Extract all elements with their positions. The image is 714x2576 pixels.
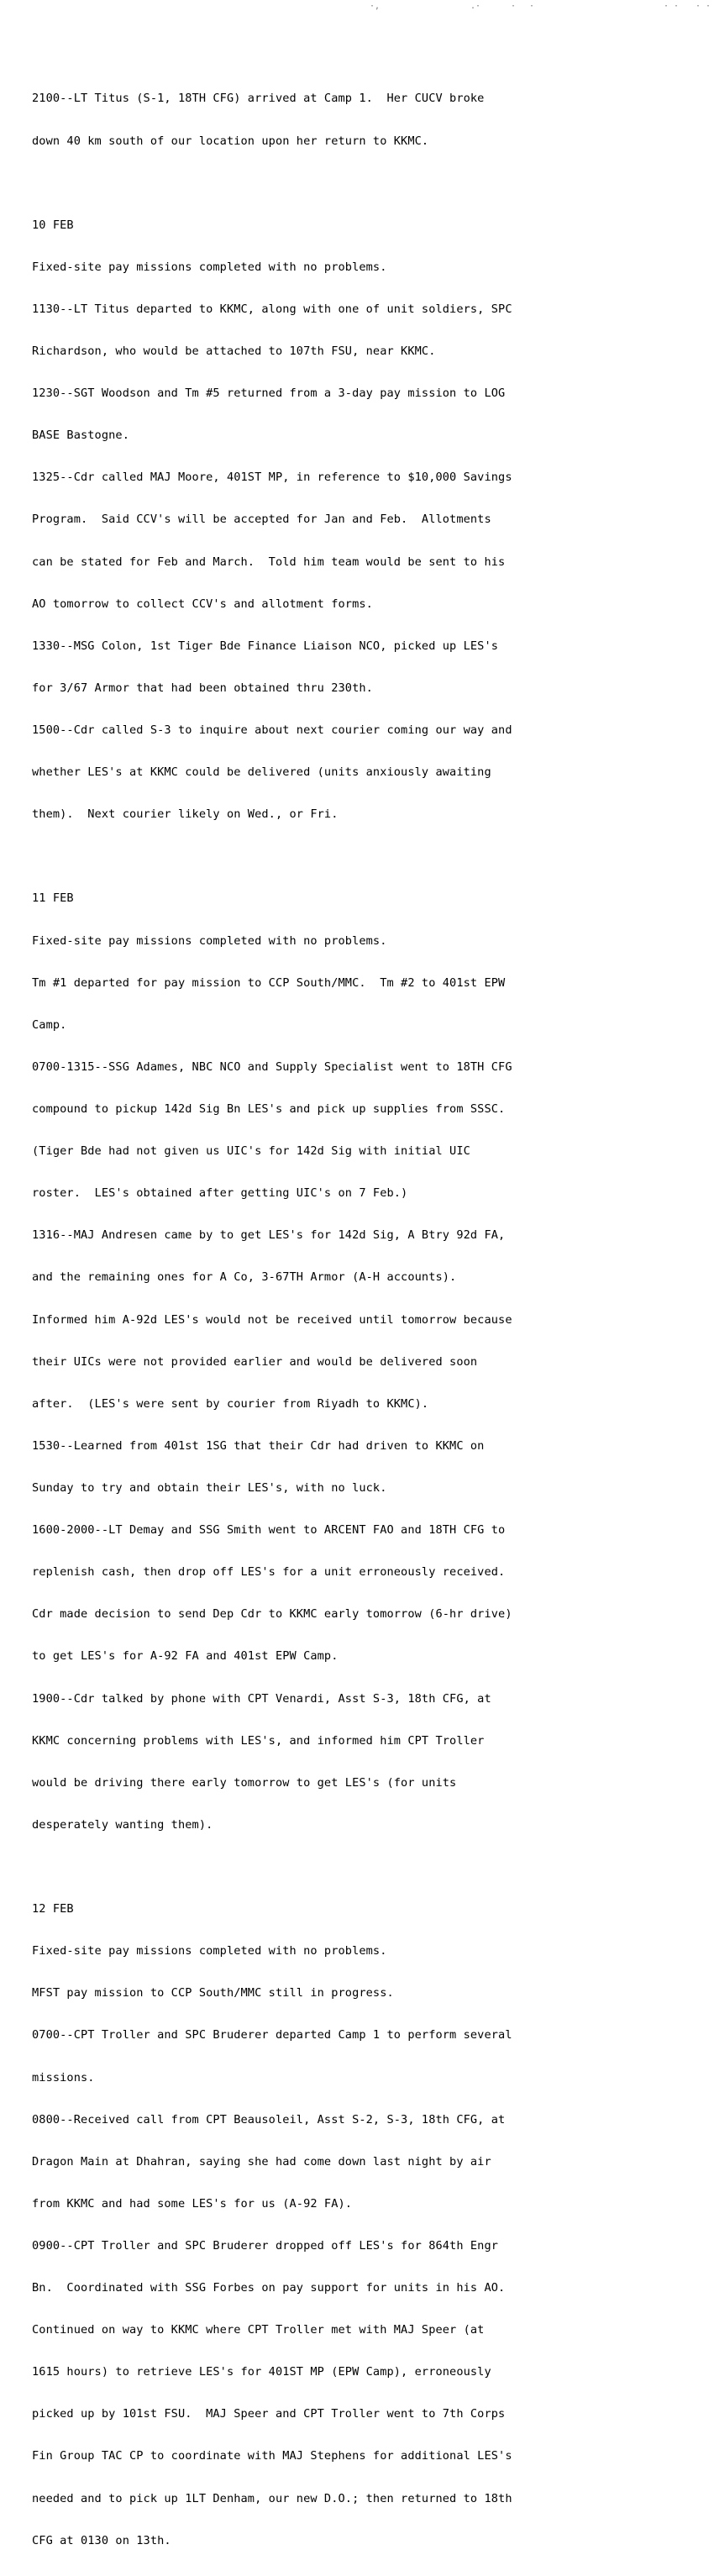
entry-line: picked up by 101st FSU. MAJ Speer and CPT Troller went to 7th Corps xyxy=(32,2407,506,2421)
entry-line: 1316--MAJ Andresen came by to get LES's for 142d Sig, A Btry 92d FA, xyxy=(32,1228,506,1243)
entry-line: 1230--SGT Woodson and Tm #5 returned from a 3-day pay mission to LOG xyxy=(32,386,506,401)
entry-line: 2100--LT Titus (S-1, 18TH CFG) arrived at Camp 1. Her CUCV broke xyxy=(32,92,485,106)
entry-line: AO tomorrow to collect CCV's and allotment forms. xyxy=(32,597,373,611)
paragraph-gap xyxy=(32,849,704,864)
entry-line: BASE Bastogne. xyxy=(32,428,129,443)
entry-line: replenish cash, then drop off LES's for a unit erroneously received. xyxy=(32,1565,506,1580)
entry-line: Bn. Coordinated with SSG Forbes on pay support for units in his AO. xyxy=(32,2281,506,2295)
entry-line: Cdr made decision to send Dep Cdr to KKMC early tomorrow (6-hr drive) xyxy=(32,1607,512,1622)
entry-line: 1530--Learned from 401st 1SG that their Cdr had driven to KKMC on xyxy=(32,1438,485,1453)
scan-mark: · xyxy=(529,2,535,11)
scan-mark: .· xyxy=(470,2,481,11)
entry-line: Sunday to try and obtain their LES's, with no luck. xyxy=(32,1480,387,1495)
entry-line: needed and to pick up 1LT Denham, our new D.O.; then returned to 18th xyxy=(32,2491,512,2505)
entry-line: CFG at 0130 on 13th. xyxy=(32,2533,171,2547)
entry-line: roster. LES's obtained after getting UIC's on 7 Feb.) xyxy=(32,1186,408,1201)
entry-line: Fixed-site pay missions completed with no problems. xyxy=(32,933,387,948)
entry-line: missions. xyxy=(32,2070,95,2084)
entry-line: down 40 km south of our location upon her return to KKMC. xyxy=(32,134,429,148)
date-heading: 10 FEB xyxy=(32,218,74,232)
entry-line: after. (LES's were sent by courier from Riyadh to KKMC). xyxy=(32,1396,429,1411)
entry-line: 0700-1315--SSG Adames, NBC NCO and Supply Specialist went to 18TH CFG xyxy=(32,1059,512,1074)
scan-mark: · · xyxy=(696,2,711,11)
entry-line: Fixed-site pay missions completed with no problems. xyxy=(32,1944,387,1958)
entry-line: 1325--Cdr called MAJ Moore, 401ST MP, in reference to $10,000 Savings xyxy=(32,471,512,485)
entry-line: from KKMC and had some LES's for us (A-92 FA). xyxy=(32,2196,353,2211)
entry-line: whether LES's at KKMC could be delivered (units anxiously awaiting xyxy=(32,765,491,780)
entry-line: them). Next courier likely on Wed., or Fri. xyxy=(32,807,339,822)
entry-line: to get LES's for A-92 FA and 401st EPW Camp. xyxy=(32,1649,339,1664)
scan-mark: · xyxy=(511,2,517,11)
entry-line: Continued on way to KKMC where CPT Troller met with MAJ Speer (at xyxy=(32,2323,485,2337)
entry-line: and the remaining ones for A Co, 3-67TH Armor (A-H accounts). xyxy=(32,1270,457,1285)
entry-line: their UICs were not provided earlier and would be delivered soon xyxy=(32,1354,478,1369)
scan-mark: · · xyxy=(664,2,680,11)
entry-line: Tm #1 departed for pay mission to CCP South/MMC. Tm #2 to 401st EPW xyxy=(32,975,506,990)
journal-text xyxy=(32,64,704,2576)
entry-line: Dragon Main at Dhahran, saying she had come down last night by air xyxy=(32,2154,491,2169)
entry-line: Program. Said CCV's will be accepted for Jan and Feb. Allotments xyxy=(32,513,491,527)
entry-line: 1600-2000--LT Demay and SSG Smith went to ARCENT FAO and 18TH CFG to xyxy=(32,1523,506,1538)
entry-line: 0800--Received call from CPT Beausoleil, Asst S-2, S-3, 18th CFG, at xyxy=(32,2112,506,2127)
entry-line: Fin Group TAC CP to coordinate with MAJ Stephens for additional LES's xyxy=(32,2449,512,2463)
entry-line: 1130--LT Titus departed to KKMC, along with one of unit soldiers, SPC xyxy=(32,302,512,316)
entry-line: 1330--MSG Colon, 1st Tiger Bde Finance Liaison NCO, picked up LES's xyxy=(32,639,499,653)
entry-line: 0900--CPT Troller and SPC Bruderer dropped off LES's for 864th Engr xyxy=(32,2238,499,2253)
entry-line: would be driving there early tomorrow to get LES's (for units xyxy=(32,1775,457,1790)
entry-line: KKMC concerning problems with LES's, and informed him CPT Troller xyxy=(32,1733,485,1748)
entry-line: Camp. xyxy=(32,1017,67,1032)
entry-line: 1900--Cdr talked by phone with CPT Venardi, Asst S-3, 18th CFG, at xyxy=(32,1691,491,1706)
entry-line: Informed him A-92d LES's would not be received until tomorrow because xyxy=(32,1312,512,1327)
entry-line: can be stated for Feb and March. Told him team would be sent to his xyxy=(32,555,506,569)
entry-line: 1500--Cdr called S-3 to inquire about next courier coming our way and xyxy=(32,723,512,738)
paragraph-gap xyxy=(32,1860,704,1874)
entry-line: Fixed-site pay missions completed with no problems. xyxy=(32,260,387,274)
entry-line: compound to pickup 142d Sig Bn LES's and pick up supplies from SSSC. xyxy=(32,1102,506,1116)
paragraph-gap xyxy=(32,176,704,191)
entry-line: for 3/67 Armor that had been obtained thru 230th. xyxy=(32,681,373,695)
date-heading: 12 FEB xyxy=(32,1902,74,1916)
date-heading: 11 FEB xyxy=(32,891,74,906)
entry-line: (Tiger Bde had not given us UIC's for 142d Sig with initial UIC xyxy=(32,1144,470,1159)
entry-line: desperately wanting them). xyxy=(32,1817,213,1832)
entry-line: Richardson, who would be attached to 107th FSU, near KKMC. xyxy=(32,344,436,359)
scan-mark: ·, xyxy=(370,2,381,11)
entry-line: 1615 hours) to retrieve LES's for 401ST MP (EPW Camp), erroneously xyxy=(32,2365,491,2379)
entry-line: MFST pay mission to CCP South/MMC still in progress. xyxy=(32,1986,394,2000)
entry-line: 0700--CPT Troller and SPC Bruderer departed Camp 1 to perform several xyxy=(32,2028,512,2042)
